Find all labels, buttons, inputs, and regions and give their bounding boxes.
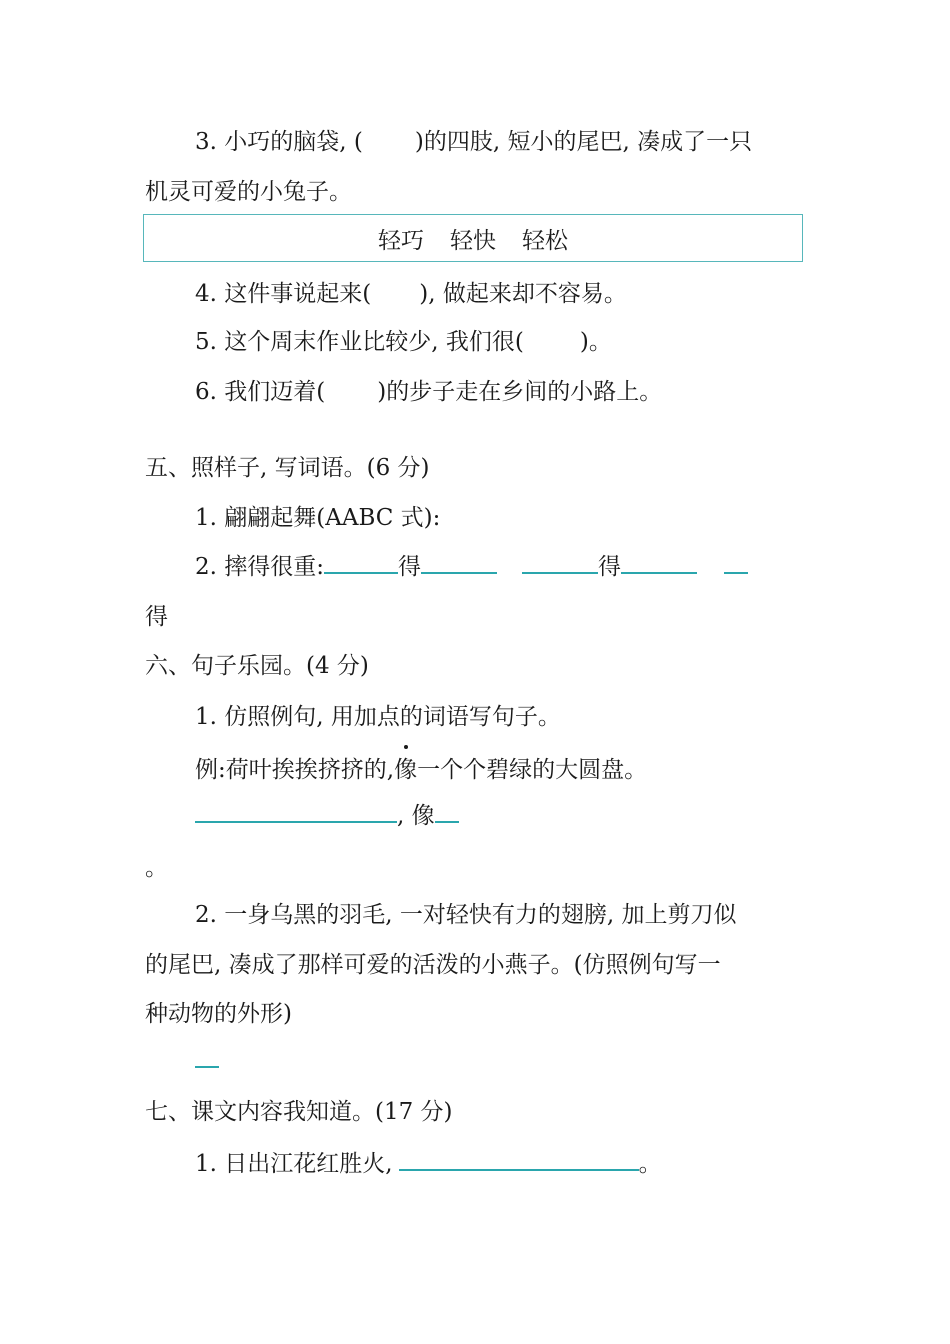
q5-text-a: 5. 这个周末作业比较少, 我们很(	[195, 329, 524, 355]
q5	[195, 325, 612, 359]
example-text-a: 例:荷叶挨挨挤挤的,	[195, 757, 395, 783]
example-text-b: 一个个碧绿的大圆盘。	[417, 757, 648, 783]
section7-period: 。	[638, 1151, 662, 1177]
section5-title: 五、照样子, 写词语。(6 分)	[145, 455, 430, 481]
dotted-word: 像	[394, 753, 417, 787]
answer-mid-text: , 像	[397, 803, 435, 829]
q3-line1	[195, 125, 752, 159]
section5-item2	[195, 550, 748, 584]
section5-item2-prefix: 2. 摔得很重:	[195, 554, 325, 580]
section5-item1: 1. 翩翩起舞(AABC 式):	[195, 505, 441, 531]
q6-text-b: )的步子走在乡间的小路上。	[377, 379, 663, 405]
q6	[195, 375, 662, 409]
example-answer-line	[195, 799, 459, 833]
answer-blank[interactable]	[621, 550, 697, 574]
answer-blank[interactable]	[195, 799, 397, 823]
answer-blank[interactable]	[724, 550, 748, 574]
section6-item2-line3: 种动物的外形)	[145, 1001, 292, 1027]
section6-item1: 1. 仿照例句, 用加点的词语写句子。	[195, 704, 561, 730]
section6-item2-line1: 2. 一身乌黑的羽毛, 一对轻快有力的翅膀, 加上剪刀似	[195, 902, 737, 928]
q3-text-b: )的四肢, 短小的尾巴, 凑成了一只	[414, 129, 753, 155]
word-option: 轻巧	[378, 227, 424, 254]
section7-item1-text: 1. 日出江花红胜火,	[195, 1151, 393, 1177]
answer-period: 。	[145, 855, 168, 881]
de-char: 得	[398, 554, 422, 580]
section7-item1	[195, 1147, 662, 1181]
q4-text-a: 4. 这件事说起来(	[195, 281, 372, 307]
section7-title: 七、课文内容我知道。(17 分)	[145, 1099, 453, 1125]
de-char: 得	[598, 554, 622, 580]
answer-blank[interactable]	[421, 550, 497, 574]
answer-blank[interactable]	[195, 1044, 219, 1068]
answer-blank[interactable]	[522, 550, 598, 574]
word-box	[143, 214, 803, 262]
q6-text-a: 6. 我们迈着(	[195, 379, 326, 405]
word-option: 轻快	[450, 227, 496, 254]
section6-title: 六、句子乐园。(4 分)	[145, 653, 369, 679]
q4-text-b: ), 做起来却不容易。	[419, 281, 627, 307]
answer-blank[interactable]	[399, 1147, 639, 1171]
q3-line2: 机灵可爱的小兔子。	[145, 179, 352, 205]
q4	[195, 277, 627, 311]
section6-item2-line2: 的尾巴, 凑成了那样可爱的活泼的小燕子。(仿照例句写一	[145, 952, 721, 978]
section6-item2-answer	[195, 1044, 219, 1078]
answer-blank[interactable]	[435, 799, 459, 823]
q5-text-b: )。	[579, 329, 612, 355]
section5-item2-wrap: 得	[145, 604, 168, 630]
q3-text-a: 3. 小巧的脑袋, (	[195, 129, 363, 155]
answer-blank[interactable]	[324, 550, 398, 574]
example-sentence	[195, 753, 647, 787]
word-option: 轻松	[522, 227, 568, 254]
